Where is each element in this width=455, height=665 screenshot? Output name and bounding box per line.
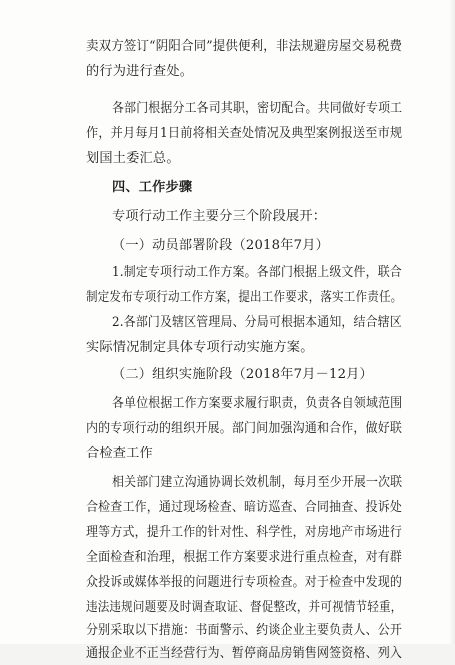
text-line: 制定发布专项行动工作方案，提出工作要求，落实工作责任。	[86, 290, 403, 305]
text-line: 通报企业不正当经营行为、暂停商品房销售网签资格、列入	[86, 646, 403, 661]
text-line: 众投诉或媒体举报的问题进行专项检查。对于检查中发现的	[86, 575, 403, 590]
text-line: 专项行动工作主要分三个阶段展开：	[112, 209, 327, 224]
page-edge-shadow	[449, 0, 455, 644]
text-line: 理等方式，提升工作的针对性、科学性，对房地产市场进行	[86, 525, 403, 540]
text-line: 作，并月每月1日前将相关查处情况及典型案例报送至市规	[86, 126, 403, 141]
text-line: 合检查工作	[86, 446, 153, 461]
text-line: 各单位根据工作方案要求履行职责，负责各自领域范围	[112, 396, 403, 411]
text-line: 2.各部门及辖区管理局、分局可根据本通知，结合辖区	[112, 315, 402, 330]
text-line: 划国土委汇总。	[86, 151, 180, 166]
text-line: 分别采取以下措施：书面警示、约谈企业主要负责人、公开	[86, 623, 403, 638]
text-line: （一）动员部署阶段（2018年7月）	[112, 238, 329, 253]
text-line: 合检查工作，通过现场检查、暗访巡查、合同抽查、投诉处	[86, 500, 403, 515]
text-line: 相关部门建立沟通协调长效机制，每月至少开展一次联	[112, 475, 403, 490]
section-heading: 四、工作步骤	[112, 180, 193, 195]
text-line: （二）组织实施阶段（2018年7月－12月）	[112, 367, 373, 382]
text-line: 各部门根据分工各司其职，密切配合。共同做好专项工	[112, 101, 403, 116]
text-line: 卖双方签订“阴阳合同”提供便利，非法规避房屋交易税费	[86, 39, 403, 54]
text-line: 违法违规问题要及时调查取证、督促整改，并可视情节轻重，	[86, 600, 403, 615]
text-line: 1.制定专项行动工作方案。各部门根据上级文件，联合	[112, 265, 402, 280]
text-line: 全面检查和治理，根据工作方案要求进行重点检查，对有群	[86, 550, 403, 565]
text-line: 实际情况制定具体专项行动实施方案。	[86, 340, 314, 355]
text-line: 的行为进行查处。	[86, 64, 194, 79]
text-line: 内的专项行动的组织开展。部门间加强沟通和合作，做好联	[86, 421, 403, 436]
